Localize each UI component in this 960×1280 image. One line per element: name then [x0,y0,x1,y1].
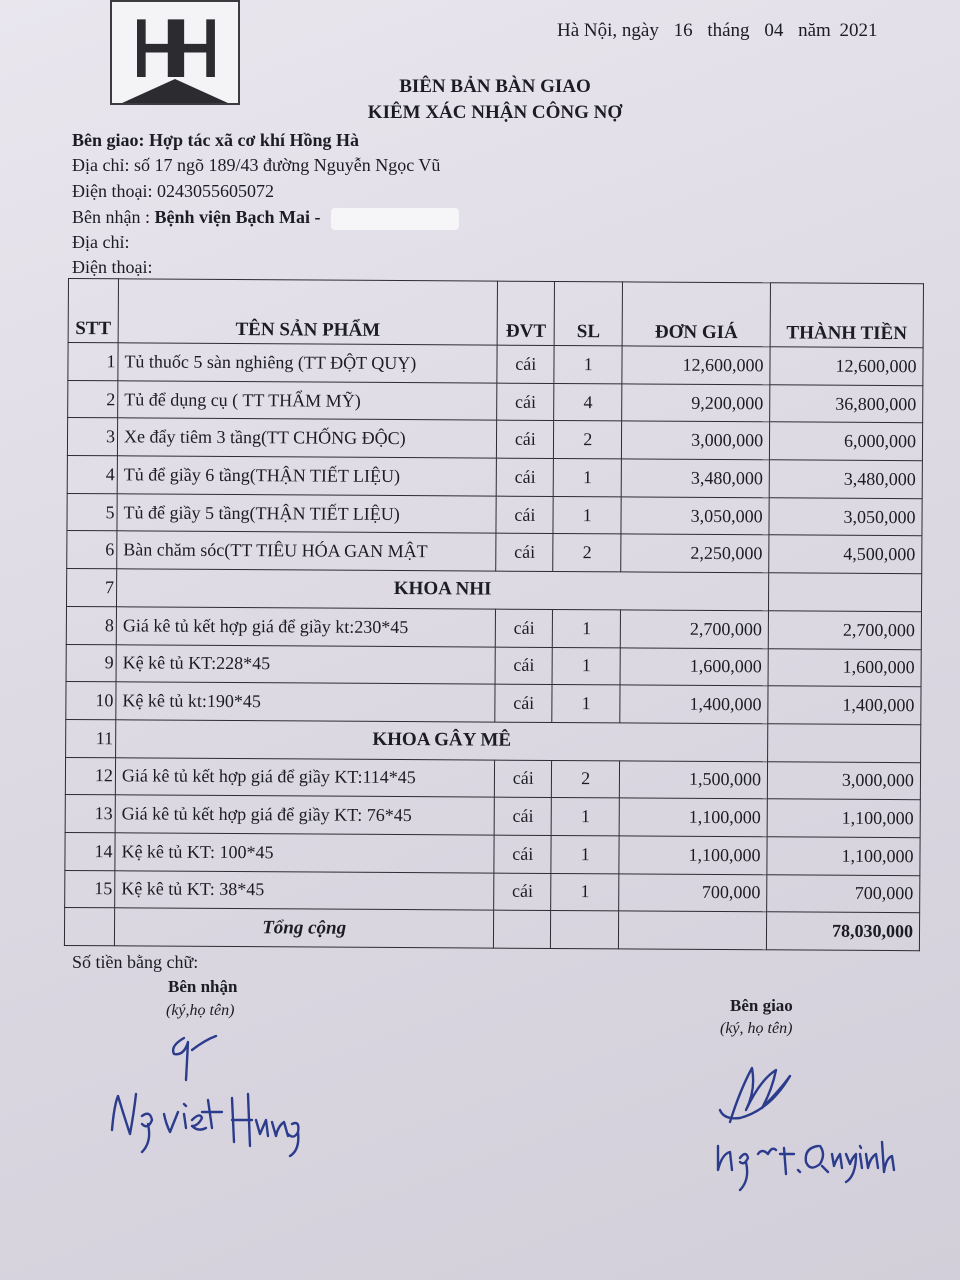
row-stt: 6 [67,531,117,569]
row-empty-cell [769,573,922,612]
table-row [65,832,920,875]
row-line-total: 3,480,000 [769,460,922,499]
sender-sign-title: Bên giao [730,996,793,1015]
table-row [67,493,922,536]
table-row [66,682,921,725]
receiver-signature [100,1020,340,1160]
sender-address: Địa chỉ: số 17 ngõ 189/43 đường Nguyễn Ngọc Vũ [72,155,441,175]
row-unit: cái [496,609,553,647]
row-line-total: 6,000,000 [769,422,922,461]
date-year-label: năm [798,20,831,41]
row-product-name: Tủ để giầy 6 tầng(THẬN TIẾT LIỆU) [117,456,497,496]
receiver-line [72,207,459,230]
sender-sign-note: (ký, họ tên) [720,1020,793,1037]
document-date [557,20,882,42]
section-title: KHOA NHI [116,569,768,611]
row-unit: cái [497,383,554,421]
row-product-name: Bàn chăm sóc(TT TIÊU HÓA GAN MẬT [117,531,497,571]
row-unit-price: 1,100,000 [619,798,767,837]
document-subtitle: KIÊM XÁC NHẬN CÔNG NỢ [367,102,623,123]
sender-phone: Điện thoại: 0243055605072 [72,181,274,201]
row-product-name: Kệ kê tủ KT: 100*45 [115,833,495,873]
row-unit-price: 3,480,000 [621,459,769,498]
receiver-name: Bệnh viện Bạch Mai - [154,207,321,227]
table-row [67,531,922,574]
row-line-total: 1,400,000 [768,686,921,725]
row-stt: 4 [67,456,117,494]
row-product-name: Xe đẩy tiêm 3 tầng(TT CHỐNG ĐỘC) [117,418,497,458]
row-unit-price: 12,600,000 [622,346,770,385]
section-title: KHOA GÂY MÊ [116,720,768,762]
row-product-name: Kệ kê tủ KT: 38*45 [115,870,495,910]
row-product-name: Kệ kê tủ KT:228*45 [116,644,496,684]
row-stt: 15 [65,870,115,908]
row-stt: 8 [66,606,116,644]
row-quantity: 1 [551,798,619,836]
row-product-name: Tủ thuốc 5 sàn nghiêng (TT ĐỘT QUỴ) [118,343,498,383]
section-row [66,569,921,612]
total-stt-cell [64,908,114,946]
redaction-mark [331,208,459,230]
sender-label: Bên giao: [72,130,145,150]
row-unit-price: 1,400,000 [620,685,768,724]
row-unit-price: 2,250,000 [621,534,769,573]
row-stt: 11 [66,719,116,757]
row-unit: cái [495,684,552,722]
date-year: 2021 [839,20,878,41]
row-product-name: Giá kê tủ kết hợp giá để giầy KT:114*45 [115,757,495,797]
row-line-total: 2,700,000 [768,611,921,650]
sender-line [72,130,359,151]
section-row [66,719,921,762]
row-stt: 1 [68,343,118,381]
row-quantity: 1 [551,835,619,873]
table-row [66,644,921,687]
row-line-total: 1,100,000 [767,837,920,876]
table-row [68,380,923,423]
row-unit-price: 1,600,000 [620,647,768,686]
row-unit: cái [496,534,553,572]
row-quantity: 1 [554,345,622,383]
row-quantity: 2 [552,760,620,798]
row-unit-price: 700,000 [619,874,767,913]
row-line-total: 4,500,000 [769,535,922,574]
receiver-address: Địa chỉ: [72,232,130,252]
sender-name: Hợp tác xã cơ khí Hồng Hà [149,130,359,150]
row-stt: 7 [66,569,116,607]
table-row [68,343,923,386]
goods-table [64,278,924,951]
date-place: Hà Nội, ngày [557,20,659,41]
table-row [67,418,922,461]
total-dvt-cell [494,910,551,948]
row-line-total: 3,000,000 [767,761,920,800]
table-row [66,606,921,649]
header-sl: SL [554,281,622,345]
row-quantity: 2 [553,534,621,572]
row-quantity: 1 [551,873,619,911]
row-quantity: 1 [552,647,620,685]
table-header-row [68,279,923,348]
date-day: 16 [673,20,693,41]
row-empty-cell [768,724,921,763]
row-quantity: 1 [553,609,621,647]
row-unit: cái [497,345,554,383]
receiver-sign-title: Bên nhận [168,977,238,996]
receiver-label: Bên nhận : [72,207,150,227]
header-price: ĐƠN GIÁ [622,282,770,347]
row-line-total: 12,600,000 [770,347,923,386]
table-row [65,757,920,800]
row-stt: 5 [67,493,117,531]
table-row [67,456,922,499]
receiver-sign-note: (ký,họ tên) [166,1002,235,1019]
row-stt: 12 [65,757,115,795]
row-quantity: 1 [552,685,620,723]
row-quantity: 1 [553,459,621,497]
total-sl-cell [551,911,619,949]
sender-signature [700,1050,900,1200]
row-line-total: 1,100,000 [767,799,920,838]
row-product-name: Tủ để giầy 5 tầng(THẬN TIẾT LIỆU) [117,494,497,534]
table-row [65,795,920,838]
row-stt: 13 [65,795,115,833]
amount-in-words-label: Số tiền bằng chữ: [72,952,199,972]
row-unit-price: 9,200,000 [622,384,770,423]
row-unit: cái [495,647,552,685]
document-title: BIÊN BẢN BÀN GIAO [399,76,591,97]
row-product-name: Kệ kê tủ kt:190*45 [116,682,496,722]
total-label: Tổng cộng [114,908,494,948]
row-quantity: 4 [554,383,622,421]
row-unit: cái [497,420,554,458]
header-dvt: ĐVT [497,281,554,345]
total-value: 78,030,000 [767,912,920,951]
table-row [65,870,920,913]
row-line-total: 36,800,000 [770,384,923,423]
row-line-total: 1,600,000 [768,648,921,687]
row-stt: 14 [65,832,115,870]
row-unit-price: 3,000,000 [622,421,770,460]
row-quantity: 2 [554,421,622,459]
row-unit-price: 3,050,000 [621,497,769,536]
row-unit: cái [494,873,551,911]
row-line-total: 700,000 [767,874,920,913]
row-line-total: 3,050,000 [769,498,922,537]
date-month-label: tháng [707,20,750,41]
row-stt: 2 [68,380,118,418]
row-unit: cái [494,835,551,873]
header-name: TÊN SẢN PHẨM [118,279,498,345]
row-stt: 3 [67,418,117,456]
header-stt: STT [68,279,118,343]
row-unit-price: 1,100,000 [619,836,767,875]
date-month: 04 [764,20,784,41]
row-stt: 9 [66,644,116,682]
total-row [64,908,919,951]
row-product-name: Giá kê tủ kết hợp giá để giầy kt:230*45 [116,607,496,647]
receiver-phone: Điện thoại: [72,257,153,277]
row-product-name: Tủ để dụng cụ ( TT THẨM MỸ) [118,380,498,420]
row-unit: cái [495,760,552,798]
row-unit: cái [496,496,553,534]
row-unit-price: 2,700,000 [620,610,768,649]
row-quantity: 1 [553,496,621,534]
row-stt: 10 [66,682,116,720]
row-product-name: Giá kê tủ kết hợp giá để giầy KT: 76*45 [115,795,495,835]
total-price-cell [619,911,767,950]
row-unit: cái [497,458,554,496]
row-unit: cái [494,797,551,835]
row-unit-price: 1,500,000 [620,760,768,799]
header-total: THÀNH TIỀN [770,283,923,348]
